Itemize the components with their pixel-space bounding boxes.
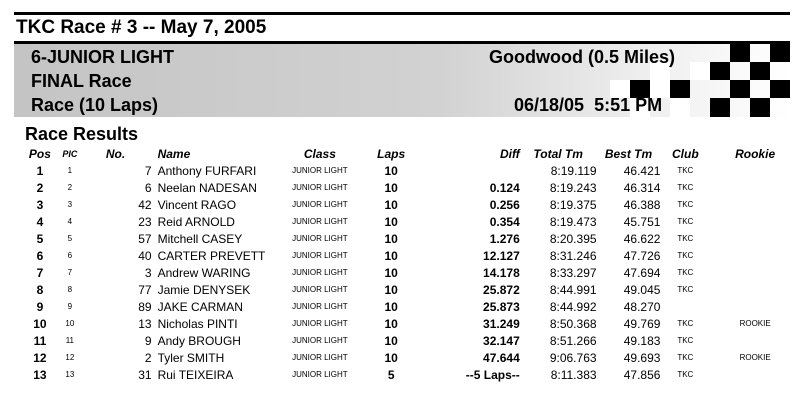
club-cell: TKC <box>677 200 694 209</box>
rookie-cell <box>710 332 800 349</box>
best-time-cell: 49.045 <box>623 282 661 297</box>
laps-cell: 10 <box>384 197 398 212</box>
track-name: Goodwood (0.5 Miles) <box>489 47 676 67</box>
best-time-cell: 49.183 <box>623 333 661 348</box>
race-laps: Race (10 Laps) <box>31 95 159 115</box>
club-cell: TKC <box>677 183 694 192</box>
class-cell: JUNIOR LIGHT <box>292 166 348 175</box>
header-name: Name <box>157 147 191 161</box>
table-row <box>20 315 800 332</box>
rookie-cell: ROOKIE <box>739 319 771 328</box>
number-cell: 77 <box>138 282 152 297</box>
pic-cell: 6 <box>67 251 73 260</box>
diff-cell: 0.256 <box>489 197 520 212</box>
name-cell: Anthony FURFARI <box>157 163 257 178</box>
best-time-cell: 45.751 <box>623 214 661 229</box>
header-diff: Diff <box>499 147 520 161</box>
class-cell: JUNIOR LIGHT <box>292 200 348 209</box>
table-row <box>20 298 800 315</box>
diff-cell: 0.124 <box>489 180 520 195</box>
table-row <box>20 179 800 196</box>
best-time-cell: 47.856 <box>623 367 661 382</box>
rookie-cell <box>710 196 800 213</box>
number-cell: 2 <box>144 350 152 365</box>
pos-cell: 12 <box>33 350 47 365</box>
rookie-cell <box>710 213 800 230</box>
laps-cell: 10 <box>384 299 398 314</box>
table-row <box>20 196 800 213</box>
number-cell: 6 <box>144 180 152 195</box>
name-cell: Andy BROUGH <box>157 333 241 348</box>
rookie-cell <box>710 264 800 281</box>
class-cell: JUNIOR LIGHT <box>292 268 348 277</box>
laps-cell: 10 <box>384 316 398 331</box>
diff-cell: 31.249 <box>483 316 520 331</box>
rookie-cell <box>710 298 800 315</box>
pic-cell: 9 <box>67 302 73 311</box>
table-row <box>20 349 800 366</box>
club-cell: TKC <box>677 217 694 226</box>
pic-cell: 12 <box>65 353 75 362</box>
pos-cell: 3 <box>36 197 44 212</box>
total-time-cell: 8:44.992 <box>549 299 597 314</box>
pic-cell: 10 <box>65 319 75 328</box>
table-row <box>20 332 800 349</box>
results-table <box>20 146 800 383</box>
club-cell: TKC <box>677 319 694 328</box>
number-cell: 23 <box>138 214 152 229</box>
diff-cell <box>425 162 520 179</box>
number-cell: 9 <box>144 333 152 348</box>
class-name: 6-JUNIOR LIGHT <box>31 47 175 67</box>
diff-cell: 1.276 <box>489 231 520 246</box>
header-pic: PIC <box>62 149 78 159</box>
table-row <box>20 264 800 281</box>
best-time-cell: 46.314 <box>623 180 661 195</box>
total-time-cell: 8:19.375 <box>549 197 597 212</box>
total-time-cell: 8:11.383 <box>550 367 597 382</box>
name-cell: Rui TEIXEIRA <box>157 367 234 382</box>
header-pos: Pos <box>28 147 51 161</box>
club-cell: TKC <box>677 336 694 345</box>
top-rule <box>14 12 790 15</box>
club-cell: TKC <box>677 166 694 175</box>
diff-cell: 25.873 <box>483 299 520 314</box>
pic-cell: 2 <box>67 183 73 192</box>
pos-cell: 11 <box>33 333 47 348</box>
name-cell: Tyler SMITH <box>157 350 225 365</box>
name-cell: JAKE CARMAN <box>157 299 243 314</box>
laps-cell: 5 <box>387 367 395 382</box>
number-cell: 3 <box>144 265 152 280</box>
laps-cell: 10 <box>384 350 398 365</box>
pos-cell: 6 <box>36 248 44 263</box>
pic-cell: 8 <box>67 285 73 294</box>
total-time-cell: 8:19.119 <box>550 163 597 178</box>
header-laps: Laps <box>377 147 406 161</box>
number-cell: 42 <box>138 197 152 212</box>
number-cell: 40 <box>138 248 152 263</box>
class-cell: JUNIOR LIGHT <box>292 370 348 379</box>
laps-cell: 10 <box>384 333 398 348</box>
name-cell: Jamie DENYSEK <box>157 282 251 297</box>
class-cell: JUNIOR LIGHT <box>292 217 348 226</box>
diff-cell: 32.147 <box>483 333 520 348</box>
race-datetime: 06/18/05 5:51 PM <box>514 95 663 115</box>
class-cell: JUNIOR LIGHT <box>292 183 348 192</box>
results-header-row <box>20 146 800 162</box>
club-cell <box>660 298 710 315</box>
total-time-cell: 8:20.395 <box>549 231 597 246</box>
rookie-cell <box>710 162 800 179</box>
club-cell: TKC <box>677 268 694 277</box>
table-row <box>20 162 800 179</box>
pos-cell: 5 <box>36 231 44 246</box>
diff-cell: 0.354 <box>489 214 520 229</box>
pic-cell: 13 <box>65 370 75 379</box>
table-row <box>20 213 800 230</box>
rookie-cell <box>710 179 800 196</box>
pos-cell: 9 <box>36 299 44 314</box>
table-row <box>20 230 800 247</box>
rookie-cell: ROOKIE <box>739 353 771 362</box>
laps-cell: 10 <box>384 231 398 246</box>
race-type: FINAL Race <box>31 71 132 91</box>
class-cell: JUNIOR LIGHT <box>292 302 348 311</box>
laps-cell: 10 <box>384 265 398 280</box>
laps-cell: 10 <box>384 248 398 263</box>
laps-cell: 10 <box>384 163 398 178</box>
pos-cell: 13 <box>33 367 47 382</box>
name-cell: Andrew WARING <box>157 265 251 280</box>
event-title: TKC Race # 3 -- May 7, 2005 <box>16 17 267 38</box>
rookie-cell <box>710 230 800 247</box>
table-row <box>20 281 800 298</box>
pos-cell: 4 <box>36 214 44 229</box>
total-time-cell: 8:19.243 <box>549 180 597 195</box>
class-cell: JUNIOR LIGHT <box>292 234 348 243</box>
name-cell: CARTER PREVETT <box>157 248 266 263</box>
best-time-cell: 46.421 <box>623 163 661 178</box>
name-cell: Mitchell CASEY <box>157 231 243 246</box>
diff-cell: 47.644 <box>483 350 520 365</box>
club-cell: TKC <box>677 370 694 379</box>
number-cell: 57 <box>138 231 152 246</box>
total-time-cell: 8:51.266 <box>549 333 597 348</box>
pic-cell: 3 <box>67 200 73 209</box>
total-time-cell: 8:19.473 <box>549 214 597 229</box>
club-cell: TKC <box>677 234 694 243</box>
header-class: Class <box>303 147 336 161</box>
number-cell: 89 <box>138 299 152 314</box>
table-row <box>20 366 800 383</box>
pos-cell: 7 <box>36 265 44 280</box>
pos-cell: 10 <box>33 316 47 331</box>
pos-cell: 1 <box>36 163 44 178</box>
header-best: Best Tm <box>604 147 653 161</box>
name-cell: Neelan NADESAN <box>157 180 257 195</box>
class-cell: JUNIOR LIGHT <box>292 336 348 345</box>
number-cell: 13 <box>138 316 152 331</box>
club-cell: TKC <box>677 251 694 260</box>
best-time-cell: 47.694 <box>623 265 661 280</box>
best-time-cell: 49.769 <box>623 316 661 331</box>
header-rookie: Rookie <box>735 147 776 161</box>
table-row <box>20 247 800 264</box>
club-cell: TKC <box>677 285 694 294</box>
name-cell: Reid ARNOLD <box>157 214 235 229</box>
total-time-cell: 8:31.246 <box>549 248 597 263</box>
best-time-cell: 46.622 <box>623 231 661 246</box>
class-cell: JUNIOR LIGHT <box>292 251 348 260</box>
name-cell: Vincent RAGO <box>157 197 237 212</box>
results-title: Race Results <box>25 124 139 144</box>
rookie-cell <box>710 281 800 298</box>
total-time-cell: 8:44.991 <box>549 282 597 297</box>
laps-cell: 10 <box>384 180 398 195</box>
header-no: No. <box>105 147 126 161</box>
club-cell: TKC <box>677 353 694 362</box>
total-time-cell: 8:50.368 <box>549 316 597 331</box>
total-time-cell: 9:06.763 <box>549 350 597 365</box>
class-cell: JUNIOR LIGHT <box>292 285 348 294</box>
laps-cell: 10 <box>384 282 398 297</box>
diff-cell: 12.127 <box>483 248 520 263</box>
diff-cell: --5 Laps-- <box>465 367 520 382</box>
pic-cell: 7 <box>67 268 73 277</box>
pic-cell: 1 <box>67 166 73 175</box>
best-time-cell: 49.693 <box>623 350 661 365</box>
best-time-cell: 48.270 <box>623 299 661 314</box>
race-banner <box>14 41 790 117</box>
number-cell: 7 <box>144 163 152 178</box>
pic-cell: 4 <box>67 217 73 226</box>
pos-cell: 2 <box>36 180 44 195</box>
header-club: Club <box>672 147 699 161</box>
best-time-cell: 47.726 <box>623 248 661 263</box>
pic-cell: 5 <box>67 234 73 243</box>
pic-cell: 11 <box>65 336 74 345</box>
best-time-cell: 46.388 <box>623 197 661 212</box>
header-total: Total Tm <box>533 147 583 161</box>
class-cell: JUNIOR LIGHT <box>292 319 348 328</box>
rookie-cell <box>710 247 800 264</box>
diff-cell: 14.178 <box>483 265 520 280</box>
pos-cell: 8 <box>36 282 44 297</box>
number-cell: 31 <box>138 367 152 382</box>
laps-cell: 10 <box>384 214 398 229</box>
diff-cell: 25.872 <box>483 282 520 297</box>
rookie-cell <box>710 366 800 383</box>
name-cell: Nicholas PINTI <box>157 316 238 331</box>
total-time-cell: 8:33.297 <box>549 265 597 280</box>
class-cell: JUNIOR LIGHT <box>292 353 348 362</box>
